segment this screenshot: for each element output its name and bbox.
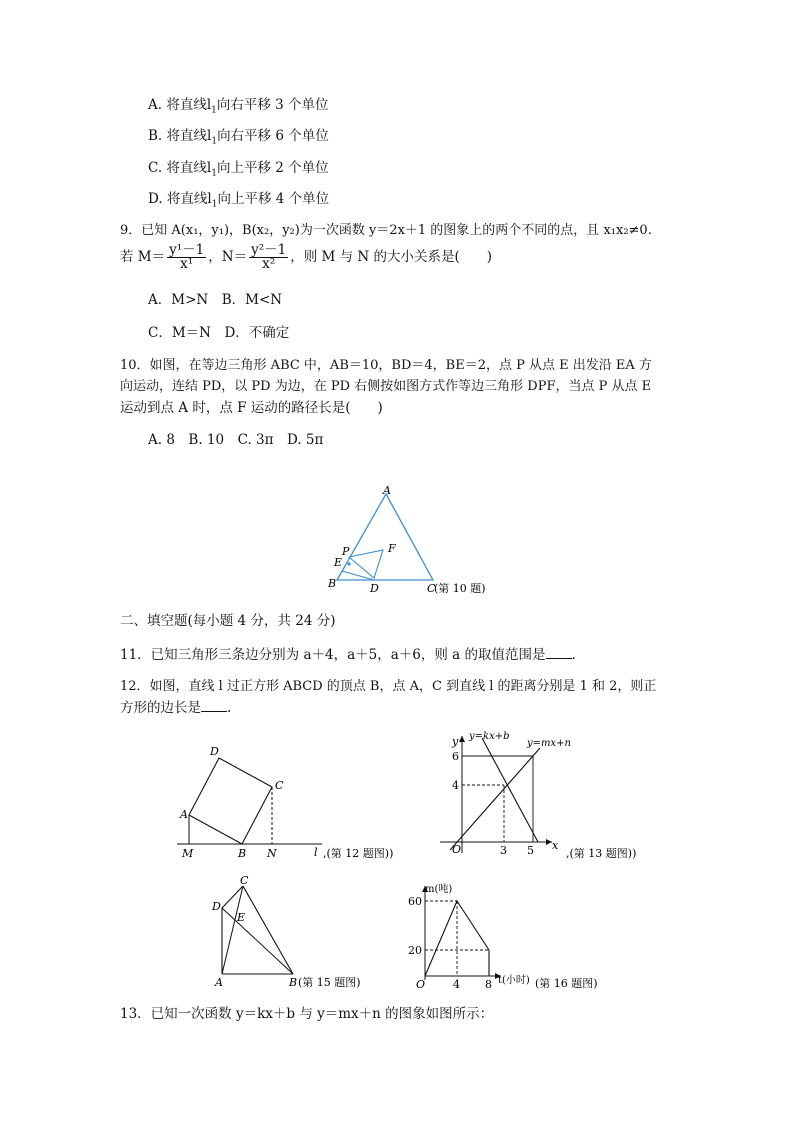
- label-line-kx-b: y=kx+b: [469, 731, 510, 742]
- label-a: A: [180, 808, 188, 821]
- label-f: F: [388, 542, 396, 555]
- label-m: M: [182, 847, 194, 860]
- label-m-axis: m(吨): [425, 884, 453, 895]
- label-d: D: [210, 745, 219, 758]
- q12-figure: [172, 740, 412, 865]
- tick-t4: 4: [453, 978, 460, 990]
- label-e: E: [237, 911, 246, 924]
- label-origin: O: [452, 843, 462, 856]
- q16-fig-caption: (第 16 题图): [535, 977, 598, 990]
- label-a: A: [215, 976, 223, 989]
- q11-blank: [546, 646, 572, 659]
- square-abcd: [189, 758, 272, 844]
- label-c: C: [427, 582, 436, 595]
- q13-text: 13．已知一次函数 y＝kx＋b 与 y＝mx＋n 的图象如图所示：: [120, 1006, 494, 1022]
- label-b: B: [238, 847, 247, 860]
- label-c: C: [275, 779, 284, 792]
- segment-ed: [342, 571, 374, 580]
- label-t-axis: t(小时): [498, 975, 530, 986]
- segment-bc: [243, 886, 293, 974]
- q16-figure: [405, 880, 615, 990]
- q9-condition: 若 M＝ $\frac{\text{y¹－1}}{\text{x¹}}$ ，N＝ $\frac{\text{y²－1}}{\text{x²}}$ ，则 M 与 N 的大小关系是( ): [120, 242, 493, 272]
- label-y: y: [452, 735, 459, 748]
- fraction-n: $\frac{\text{y²－1}}{\text{x²}}$: [251, 242, 287, 272]
- point-e: [347, 562, 350, 565]
- q8-option-c: C. 将直线$l_1$向上平移 2 个单位: [148, 160, 329, 179]
- segment-db: [222, 908, 293, 974]
- q10-line-2: 向运动，连结 PD，以 PD 为边，在 PD 右侧按如图方式作等边三角形 DPF，当点 P 从点 E: [120, 379, 652, 394]
- q10-options: A. 8 B. 10 C. 3π D. 5π: [148, 432, 324, 448]
- q13-figure: [430, 728, 660, 863]
- label-b: B: [328, 577, 337, 590]
- label-p: P: [342, 545, 350, 558]
- tick-y6: 6: [452, 750, 459, 763]
- q10-fig-caption: (第 10 题): [434, 582, 486, 595]
- q15-figure: [205, 874, 390, 989]
- q12-line-2: 方形的边长是 .: [120, 700, 232, 716]
- label-d: D: [212, 900, 221, 913]
- q10-line-3: 运动到点 A 时，点 F 运动的路径长是( ): [120, 400, 383, 416]
- label-n: N: [267, 847, 277, 860]
- label-d: D: [370, 582, 379, 595]
- segment-cd: [222, 886, 243, 908]
- q9-options-cd: C．M＝N D．不确定: [148, 325, 290, 341]
- q11-text: 11．已知三角形三条边分别为 a＋4，a＋5，a＋6，则 a 的取值范围是 .: [120, 647, 576, 663]
- q9-options-ab: A．M>N B．M<N: [148, 292, 283, 308]
- label-x: x: [552, 839, 559, 852]
- triangle-dpf: [349, 550, 383, 578]
- tick-x5: 5: [527, 844, 534, 857]
- label-l: l: [314, 846, 318, 859]
- triangle-abc: [337, 494, 433, 580]
- q12-line-1: 12．如图，直线 l 过正方形 ABCD 的顶点 B，点 A，C 到直线 l 的距离分别是 1 和 2，则正: [120, 679, 657, 694]
- q9-stem: 9．已知 A(x₁，y₁)，B(x₂，y₂)为一次函数 y＝2x＋1 的图象上的两个不同的点，且 x₁x₂≠0.: [120, 223, 652, 238]
- tick-x3: 3: [500, 844, 507, 857]
- tick-m60: 60: [408, 895, 422, 908]
- q10-figure: [320, 484, 510, 599]
- y-axis-arrow: [459, 736, 465, 742]
- q15-fig-caption: (第 15 题图): [298, 976, 361, 989]
- line-kx-b: [482, 738, 538, 842]
- fraction-m: $\frac{\text{y¹－1}}{\text{x¹}}$: [169, 242, 205, 272]
- q10-line-1: 10．如图，在等边三角形 ABC 中，AB＝10，BD＝4，BE＝2，点 P 从点 E 出发沿 EA 方: [120, 358, 652, 373]
- q12-blank: [201, 699, 227, 712]
- label-origin: O: [416, 978, 426, 990]
- q13-fig-caption: ,(第 13 题图)): [566, 847, 637, 860]
- tick-y4: 4: [452, 779, 459, 792]
- segment-ac: [222, 886, 246, 974]
- q12-fig-caption: ,(第 12 题图)): [323, 847, 394, 860]
- tick-t8: 8: [485, 978, 492, 990]
- q8-option-d: D. 将直线$l_1$向上平移 4 个单位: [148, 191, 330, 210]
- section-2-heading: 二、填空题(每小题 4 分，共 24 分): [120, 613, 336, 629]
- label-a: A: [383, 484, 391, 497]
- label-b: B: [289, 976, 298, 989]
- q8-option-a: A. 将直线$l_1$向右平移 3 个单位: [148, 97, 329, 116]
- label-c: C: [240, 874, 249, 887]
- tick-m20: 20: [408, 944, 422, 957]
- label-e: E: [334, 556, 343, 569]
- label-line-mx-n: y=mx+n: [527, 738, 571, 749]
- q8-option-b: B. 将直线$l_1$向右平移 6 个单位: [148, 128, 329, 147]
